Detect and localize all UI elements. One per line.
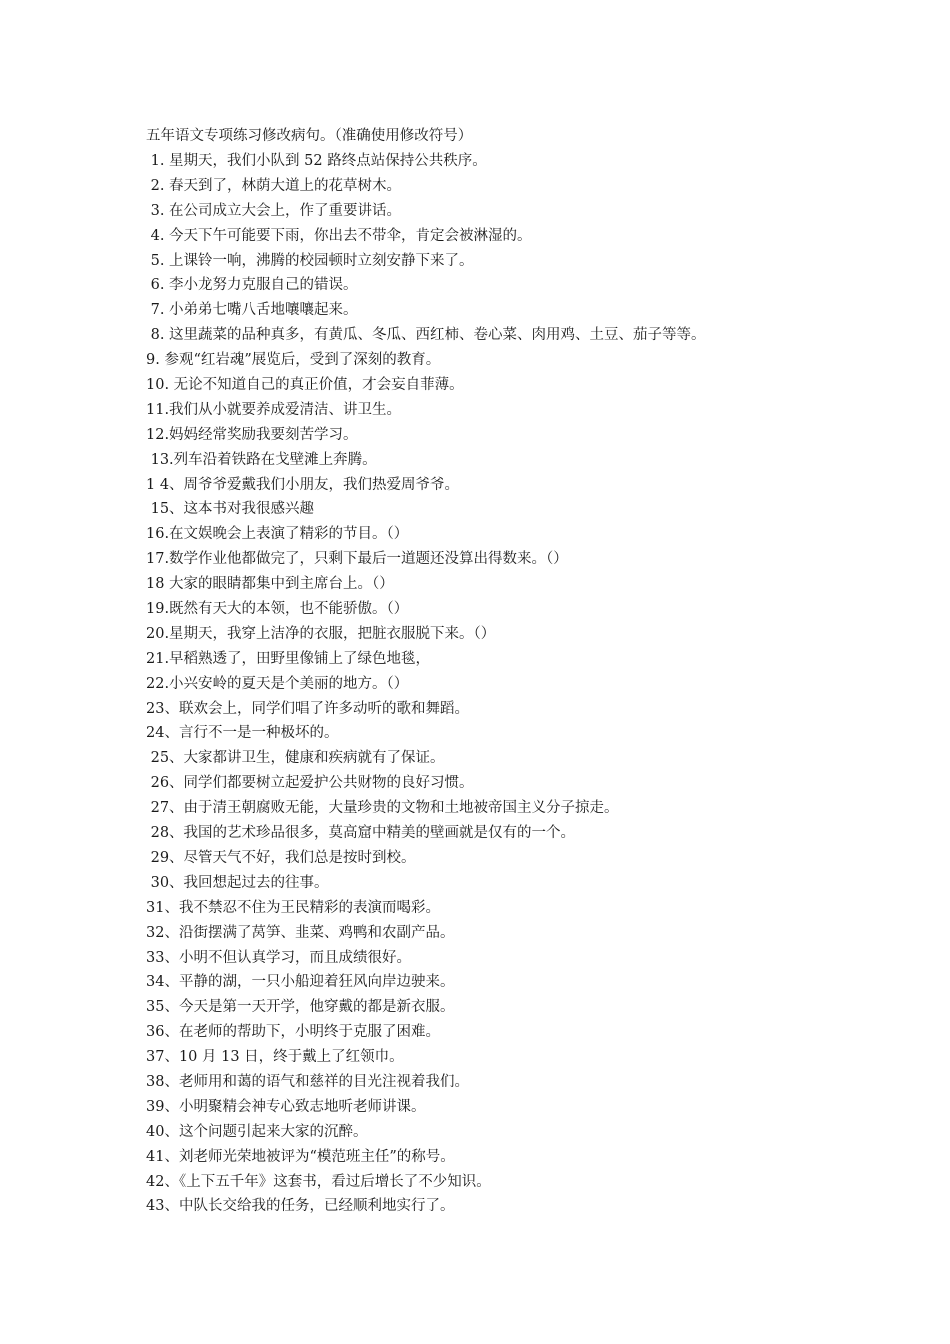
exercise-line: 29、尽管天气不好，我们总是按时到校。 [146,849,416,866]
exercise-line: 27、由于清王朝腐败无能，大量珍贵的文物和土地被帝国主义分子掠走。 [146,800,619,817]
exercise-line: 5. 上课铃一响，沸腾的校园顿时立刻安静下来了。 [146,252,474,269]
exercise-line: 43、中队长交给我的任务，已经顺利地实行了。 [146,1198,455,1215]
exercise-line: 13.列车沿着铁路在戈壁滩上奔腾。 [146,451,377,468]
exercise-line: 41、刘老师光荣地被评为“模范班主任”的称号。 [146,1148,455,1165]
exercise-line: 34、平静的湖，一只小船迎着狂风向岸边驶来。 [146,974,455,991]
exercise-line: 25、大家都讲卫生，健康和疾病就有了保证。 [146,750,445,767]
exercise-list [146,149,906,1219]
exercise-line: 8. 这里蔬菜的品种真多，有黄瓜、冬瓜、西红柿、卷心菜、肉用鸡、土豆、茄子等等。 [146,327,706,344]
exercise-line: 19.既然有天大的本领，也不能骄傲。（） [146,601,409,618]
exercise-line: 23、联欢会上，同学们唱了许多动听的歌和舞蹈。 [146,700,469,717]
exercise-line: 16.在文娱晚会上表演了精彩的节目。（） [146,526,409,543]
exercise-line: 1. 星期天，我们小队到 52 路终点站保持公共秩序。 [146,153,487,169]
exercise-line: 42、《上下五千年》这套书，看过后增长了不少知识。 [146,1173,491,1190]
exercise-line: 31、我不禁忍不住为王民精彩的表演而喝彩。 [146,899,440,916]
exercise-line: 2. 春天到了，林荫大道上的花草树木。 [146,177,402,194]
exercise-line: 30、我回想起过去的往事。 [146,874,329,891]
document-body [146,124,906,1219]
exercise-line: 20.星期天，我穿上洁净的衣服，把脏衣服脱下来。（） [146,625,496,642]
exercise-line: 6. 李小龙努力克服自己的错误。 [146,277,358,294]
exercise-line: 33、小明不但认真学习，而且成绩很好。 [146,949,411,966]
exercise-line: 4. 今天下午可能要下雨，你出去不带伞，肯定会被淋湿的。 [146,227,532,244]
exercise-line: 15、这本书对我很感兴趣 [146,501,315,518]
exercise-line: 11.我们从小就要养成爱清洁、讲卫生。 [146,401,402,418]
exercise-line: 37、10 月 13 日，终于戴上了红领巾。 [146,1049,404,1066]
document-title: 五年语文专项练习修改病句。（准确使用修改符号） [146,128,473,144]
exercise-line: 39、小明聚精会神专心致志地听老师讲课。 [146,1098,426,1115]
exercise-line: 22.小兴安岭的夏天是个美丽的地方。（） [146,675,409,692]
exercise-line: 21.早稻熟透了，田野里像铺上了绿色地毯， [146,650,431,667]
exercise-line: 18 大家的眼睛都集中到主席台上。（） [146,576,394,593]
exercise-line: 35、今天是第一天开学，他穿戴的都是新衣服。 [146,999,455,1016]
exercise-line: 1 4、周爷爷爱戴我们小朋友，我们热爱周爷爷。 [146,476,460,493]
exercise-line: 3. 在公司成立大会上，作了重要讲话。 [146,202,402,219]
exercise-line: 9. 参观“红岩魂”展览后，受到了深刻的教育。 [146,352,441,369]
exercise-line: 26、同学们都要树立起爱护公共财物的良好习惯。 [146,775,474,792]
exercise-line: 32、沿街摆满了莴笋、韭菜、鸡鸭和农副产品。 [146,924,455,941]
exercise-line: 17.数学作业他都做完了，只剩下最后一道题还没算出得数来。（） [146,551,568,568]
exercise-line: 38、老师用和蔼的语气和慈祥的目光注视着我们。 [146,1073,469,1090]
exercise-line: 10. 无论不知道自己的真正价值，才会妄自菲薄。 [146,377,464,394]
exercise-line: 7. 小弟弟七嘴八舌地嚷嚷起来。 [146,302,358,319]
exercise-line: 28、我国的艺术珍品很多，莫高窟中精美的壁画就是仅有的一个。 [146,825,576,842]
exercise-line: 36、在老师的帮助下，小明终于克服了困难。 [146,1024,440,1041]
exercise-line: 24、言行不一是一种极坏的。 [146,725,339,742]
exercise-line: 12.妈妈经常奖励我要刻苦学习。 [146,426,358,443]
exercise-line: 40、这个问题引起来大家的沉醉。 [146,1123,368,1140]
